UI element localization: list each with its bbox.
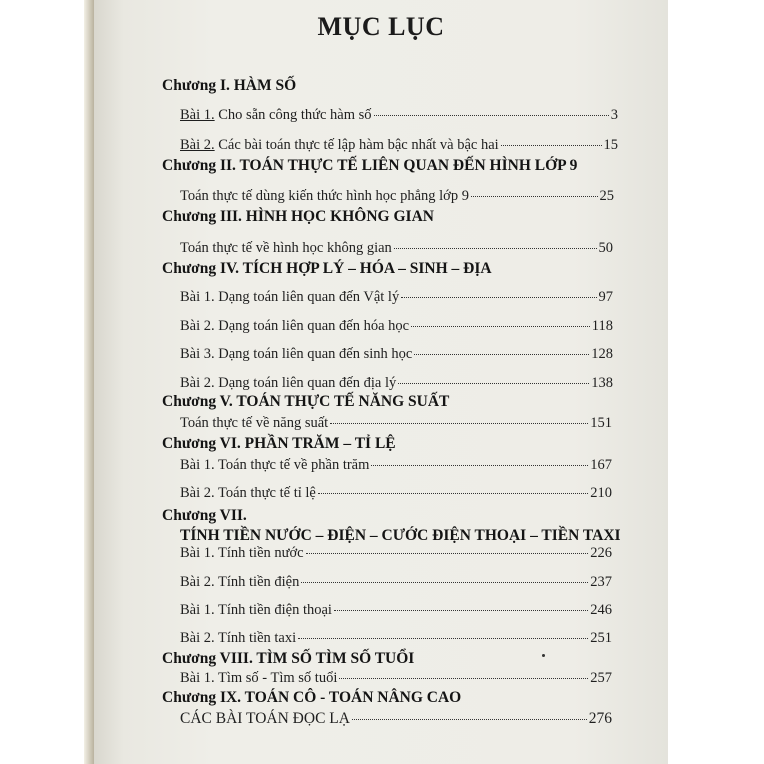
chapter-heading: Chương VI. PHẦN TRĂM – TỈ LỆ	[162, 435, 396, 452]
toc-entry	[180, 137, 618, 154]
chapter-heading: Chương II. TOÁN THỰC TẾ LIÊN QUAN ĐẾN HÌNH LỚP 9	[162, 157, 578, 174]
entry-text: CÁC BÀI TOÁN ĐỌC LẠ	[180, 710, 350, 727]
entry-text: Bài 2. Dạng toán liên quan đến địa lý	[180, 375, 397, 391]
entry-text: Toán thực tế về hình học không gian	[180, 240, 392, 256]
lesson-prefix: Bài 1.	[180, 107, 215, 123]
toc-entry	[180, 240, 613, 257]
chapter-heading: Chương V. TOÁN THỰC TẾ NĂNG SUẤT	[162, 393, 450, 410]
toc-entry	[180, 710, 612, 728]
page-number: 3	[610, 107, 618, 123]
toc-entry	[180, 375, 613, 392]
dot-leader	[371, 465, 588, 466]
book-page	[94, 0, 668, 764]
entry-text: Bài 1. Toán thực tế về phần trăm	[180, 457, 370, 473]
toc-entry	[180, 188, 614, 205]
page-number: 128	[591, 346, 613, 362]
page-number: 118	[591, 318, 613, 334]
dot-leader	[318, 493, 588, 494]
toc-entry	[180, 485, 612, 502]
dot-leader	[398, 383, 589, 384]
entry-text: Bài 1. Tính tiền điện thoại	[180, 602, 332, 618]
dot-leader	[352, 719, 587, 720]
dot-leader	[414, 354, 589, 355]
dot-leader	[330, 423, 588, 424]
chapter-heading: Chương IX. TOÁN CÔ - TOÁN NÂNG CAO	[162, 689, 462, 706]
toc-entry	[180, 457, 612, 474]
toc-entry	[180, 318, 613, 335]
entry-text: Các bài toán thực tế lập hàm bậc nhất và bậc hai	[214, 137, 499, 153]
page-number: 138	[591, 375, 613, 391]
page-number: 15	[603, 137, 618, 153]
toc-entry	[180, 545, 612, 562]
page-number: 97	[598, 289, 613, 305]
page-number: 50	[598, 240, 613, 256]
page-number: 167	[590, 457, 612, 473]
entry-text: Bài 2. Dạng toán liên quan đến hóa học	[180, 318, 410, 334]
toc-entry	[180, 289, 613, 306]
page-number: 226	[590, 545, 612, 561]
paper-speck	[542, 654, 545, 657]
chapter-heading: Chương III. HÌNH HỌC KHÔNG GIAN	[162, 208, 434, 225]
lesson-prefix: Bài 2.	[180, 137, 215, 153]
entry-text: Bài 2. Toán thực tế tỉ lệ	[180, 485, 316, 501]
entry-text: Toán thực tế dùng kiến thức hình học phẳng lớp 9	[180, 188, 469, 204]
page-number: 246	[590, 602, 612, 618]
chapter-heading: Chương IV. TÍCH HỢP LÝ – HÓA – SINH – ĐỊA	[162, 260, 492, 277]
entry-text: Cho sẵn công thức hàm số	[214, 107, 372, 123]
toc-entry	[180, 346, 613, 363]
toc-entry	[180, 630, 612, 647]
toc-entry	[180, 415, 612, 432]
page-number: 251	[590, 630, 612, 646]
chapter-heading: Chương VIII. TÌM SỐ TÌM SỐ TUỔI	[162, 650, 415, 667]
dot-leader	[374, 115, 609, 116]
toc-entry	[180, 574, 612, 591]
page-number: 151	[590, 415, 612, 431]
dot-leader	[401, 297, 596, 298]
page-number: 257	[590, 670, 612, 686]
dot-leader	[394, 248, 597, 249]
right-background	[668, 0, 764, 764]
dot-leader	[411, 326, 590, 327]
page-number: 237	[590, 574, 612, 590]
left-background	[0, 0, 96, 764]
toc-entry	[180, 670, 612, 687]
dot-leader	[301, 582, 588, 583]
dot-leader	[501, 145, 602, 146]
chapter-heading: Chương VII.	[162, 507, 247, 524]
dot-leader	[334, 610, 588, 611]
entry-text: Bài 1. Tìm số - Tìm số tuổi	[180, 670, 338, 686]
entry-text: Bài 2. Tính tiền điện	[180, 574, 300, 590]
page-title: MỤC LỤC	[317, 12, 445, 41]
book-edge	[84, 0, 94, 764]
page-number: 210	[590, 485, 612, 501]
dot-leader	[471, 196, 598, 197]
entry-text: Bài 3. Dạng toán liên quan đến sinh học	[180, 346, 413, 362]
chapter-subheading: TÍNH TIỀN NƯỚC – ĐIỆN – CƯỚC ĐIỆN THOẠI – TIỀN TAXI	[180, 527, 621, 544]
entry-text: Bài 1. Dạng toán liên quan đến Vật lý	[180, 289, 400, 305]
toc-entry	[180, 107, 618, 124]
entry-text: Toán thực tế về năng suất	[180, 415, 329, 431]
entry-text: Bài 2. Tính tiền taxi	[180, 630, 297, 646]
chapter-heading: Chương I. HÀM SỐ	[162, 77, 297, 94]
toc-entry	[180, 602, 612, 619]
page-number: 276	[588, 710, 612, 727]
entry-text: Bài 1. Tính tiền nước	[180, 545, 304, 561]
page-number: 25	[599, 188, 614, 204]
dot-leader	[339, 678, 588, 679]
dot-leader	[306, 553, 589, 554]
dot-leader	[298, 638, 588, 639]
